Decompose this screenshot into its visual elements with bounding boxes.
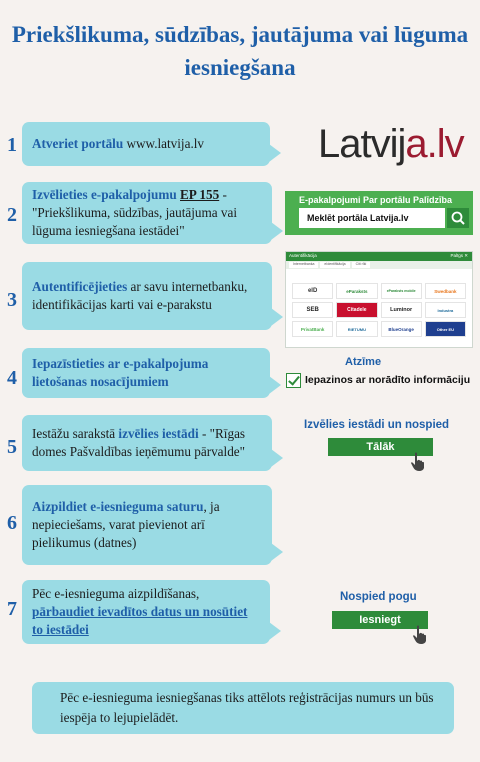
auth-tabs [286, 261, 472, 269]
search-icon [447, 208, 469, 228]
step-text-segment: , ja nepieciešams, varat pievienot arī pielikumus (datnes) [32, 499, 220, 550]
provider-button[interactable]: Swedbank [425, 283, 466, 299]
step-text [32, 585, 260, 639]
tab-other[interactable]: Citi rīki [352, 262, 371, 268]
provider-button[interactable]: eParaksts mobile [381, 283, 422, 299]
tab-internetbank[interactable]: Internetbanka [289, 262, 318, 268]
step-box [22, 122, 270, 166]
step-text-segment: - "Priekšlikuma, sūdzības, jautājuma vai lūguma iesniegšana iestādei" [32, 187, 237, 238]
auth-description [286, 269, 472, 283]
provider-button[interactable]: PrivatBank [292, 321, 333, 337]
step-text-segment: Iepazīstieties ar e-pakalpojuma lietošanas nosacījumiem [32, 356, 209, 389]
step-box [22, 485, 272, 565]
step-box [22, 580, 270, 644]
step-number-7: 7 [7, 598, 17, 620]
auth-header [286, 252, 472, 261]
auth-header-right[interactable]: Palīgs ✕ [450, 253, 468, 258]
submit-button[interactable]: Iesniegt [332, 611, 428, 629]
step-text [32, 355, 260, 391]
step-number-2: 2 [7, 204, 17, 226]
step-text-segment: pārbaudiet ievadītos datus un nosūtiet to iestādei [32, 604, 248, 637]
note-title: Atzīme [345, 356, 382, 368]
step-text-segment: Pēc e-iesnieguma aizpildīšanas, [32, 586, 200, 601]
step-text [32, 498, 262, 552]
step-text [32, 186, 262, 240]
step-text-segment: izvēlies iestādi [118, 426, 199, 441]
step-number-3: 3 [7, 289, 17, 311]
acknowledge-label: Iepazinos ar norādīto informāciju [305, 374, 471, 386]
provider-button[interactable]: Industra [425, 302, 466, 318]
provider-button[interactable]: eID [292, 283, 333, 299]
search-button[interactable] [447, 208, 469, 228]
step-text [32, 135, 204, 153]
step-text-segment: - "Rīgas domes Pašvaldības ieņēmumu pārvalde" [32, 426, 246, 459]
search-widget [285, 191, 473, 235]
step-number-4: 4 [7, 367, 17, 389]
provider-grid [286, 283, 472, 337]
tab-eid[interactable]: eIdentifikācija [320, 262, 349, 268]
step-number-1: 1 [7, 134, 17, 156]
logo-text: Latvij [318, 122, 406, 166]
step-number-5: 5 [7, 436, 17, 458]
step-text-segment: Iestāžu sarakstā [32, 426, 119, 441]
step-box [22, 262, 272, 330]
pointer-hand-icon [410, 452, 426, 472]
step-text-segment: Aizpildiet e-iesnieguma saturu [32, 499, 204, 514]
step-text-segment: www.latvija.lv [123, 136, 205, 151]
step7-caption: Nospied pogu [340, 591, 417, 603]
provider-button[interactable]: eParaksts [336, 283, 377, 299]
provider-button[interactable]: RIETUMU [336, 321, 377, 337]
auth-header-title: Autentifikācija [289, 253, 317, 258]
page-title: Priekšlikuma, sūdzības, jautājuma vai lūguma iesniegšana [11, 22, 469, 80]
step-text-segment: Autentificējieties [32, 279, 128, 294]
logo-text-suffix: a.lv [405, 122, 464, 166]
step-number-6: 6 [7, 512, 17, 534]
provider-button[interactable]: Citadele [336, 302, 377, 318]
step-text-segment: EP 155 [180, 187, 220, 202]
acknowledge-checkbox[interactable] [286, 373, 301, 388]
authentication-panel [285, 251, 473, 348]
step-text [32, 278, 262, 314]
step-text-segment: Atveriet portālu [32, 136, 124, 151]
next-button[interactable]: Tālāk [328, 438, 433, 456]
step-box [22, 348, 270, 398]
provider-button[interactable]: Luminor [381, 302, 422, 318]
pointer-hand-icon [412, 625, 428, 645]
search-input[interactable]: Meklēt portāla Latvija.lv [299, 208, 445, 228]
provider-button[interactable]: SEB [292, 302, 333, 318]
bottom-info-box: Pēc e-iesnieguma iesniegšanas tiks attēlots reģistrācijas numurs un būs iespēja to lejupielādēt. [32, 682, 454, 734]
portal-menu[interactable]: E-pakalpojumi Par portālu Palīdzība [299, 195, 453, 205]
provider-button[interactable]: Other EU [425, 321, 466, 337]
step-text-segment: Izvēlieties e-pakalpojumu [32, 187, 177, 202]
step5-caption: Izvēlies iestādi un nospied [304, 419, 450, 431]
step-box [22, 182, 272, 244]
step-text [32, 425, 262, 461]
step-box [22, 415, 272, 471]
step-text-segment: ar savu internetbanku, identifikācijas karti vai e-parakstu [32, 279, 248, 312]
provider-button[interactable]: BlueOrange [381, 321, 422, 337]
latvija-logo [318, 122, 464, 167]
